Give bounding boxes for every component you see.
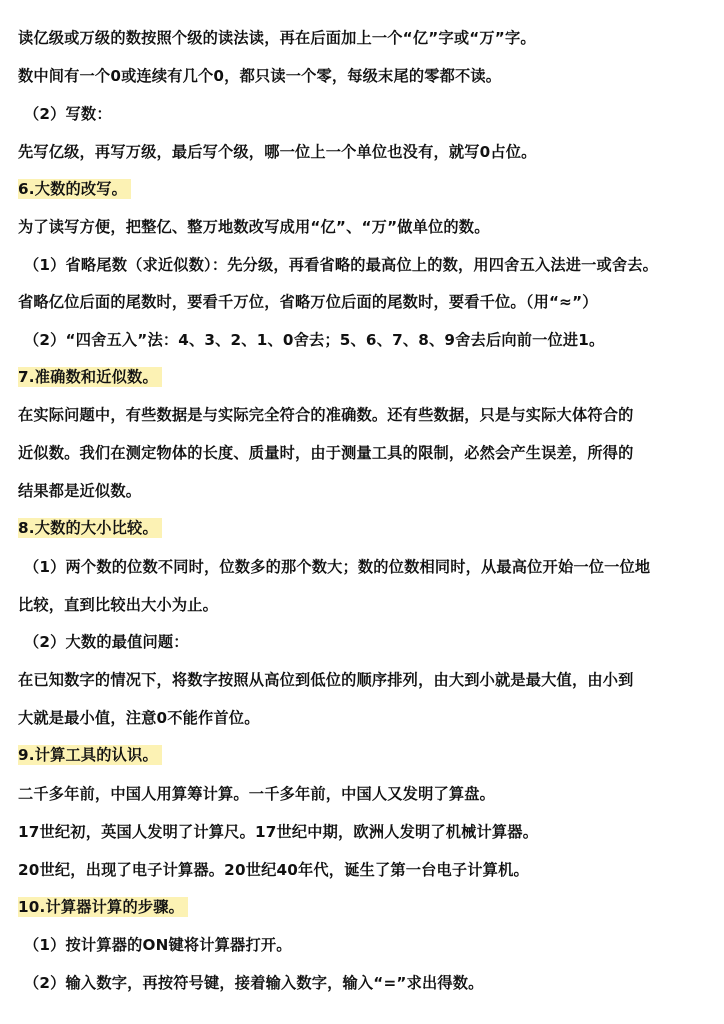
paragraph-line: 为了读写方便，把整亿、整万地数改写成用“亿”、“万”做单位的数。 (18, 218, 490, 236)
section-heading-8-text: 8.大数的大小比较。 (18, 518, 162, 538)
section-heading-6-text: 6.大数的改写。 (18, 179, 131, 199)
section-heading-10-text: 10.计算器计算的步骤。 (18, 897, 188, 917)
paragraph-line: 20世纪，出现了电子计算器。20世纪40年代，诞生了第一台电子计算机。 (18, 861, 529, 879)
paragraph-line: （1）两个数的位数不同时，位数多的那个数大；数的位数相同时，从最高位开始一位一位地 (24, 558, 651, 576)
section-heading-8 (18, 518, 718, 538)
section-heading-9 (18, 745, 718, 765)
paragraph-line: 17世纪初，英国人发明了计算尺。17世纪中期，欧洲人发明了机械计算器。 (18, 823, 539, 841)
paragraph-line: 省略亿位后面的尾数时，要看千万位，省略万位后面的尾数时，要看千位。（用“≈”） (18, 293, 598, 311)
paragraph-line: 先写亿级，再写万级，最后写个级，哪一位上一个单位也没有，就写0占位。 (18, 143, 537, 161)
paragraph-line: （2）“四舍五入”法：4、3、2、1、0舍去；5、6、7、8、9舍去后向前一位进1。 (24, 331, 605, 349)
paragraph-line: 二千多年前，中国人用算筹计算。一千多年前，中国人又发明了算盘。 (18, 785, 496, 803)
paragraph-line: 数中间有一个0或连续有几个0，都只读一个零，每级末尾的零都不读。 (18, 67, 502, 85)
paragraph-line: 大就是最小值，注意0不能作首位。 (18, 709, 260, 727)
subsection-label: （2）写数： (24, 105, 112, 123)
section-heading-10 (18, 897, 718, 917)
section-heading-7 (18, 367, 718, 387)
paragraph-line: （2）输入数字，再按符号键，接着输入数字，输入“=”求出得数。 (24, 974, 484, 992)
paragraph-line: 在实际问题中，有些数据是与实际完全符合的准确数。还有些数据，只是与实际大体符合的 (18, 406, 634, 424)
paragraph-line: 结果都是近似数。 (18, 482, 142, 500)
paragraph-line: 近似数。我们在测定物体的长度、质量时，由于测量工具的限制，必然会产生误差，所得的 (18, 444, 634, 462)
paragraph-line: 读亿级或万级的数按照个级的读法读，再在后面加上一个“亿”字或“万”字。 (18, 29, 536, 47)
section-heading-9-text: 9.计算工具的认识。 (18, 745, 162, 765)
section-heading-6 (18, 179, 718, 199)
paragraph-line: （1）省略尾数（求近似数）：先分级，再看省略的最高位上的数，用四舍五入法进一或舍去。 (24, 256, 659, 274)
paragraph-line: 比较，直到比较出大小为止。 (18, 596, 219, 614)
paragraph-line: 在已知数字的情况下，将数字按照从高位到低位的顺序排列，由大到小就是最大值，由小到 (18, 671, 634, 689)
paragraph-line: （1）按计算器的ON键将计算器打开。 (24, 936, 292, 954)
section-heading-7-text: 7.准确数和近似数。 (18, 367, 162, 387)
subsection-label: （2）大数的最值问题： (24, 633, 189, 651)
